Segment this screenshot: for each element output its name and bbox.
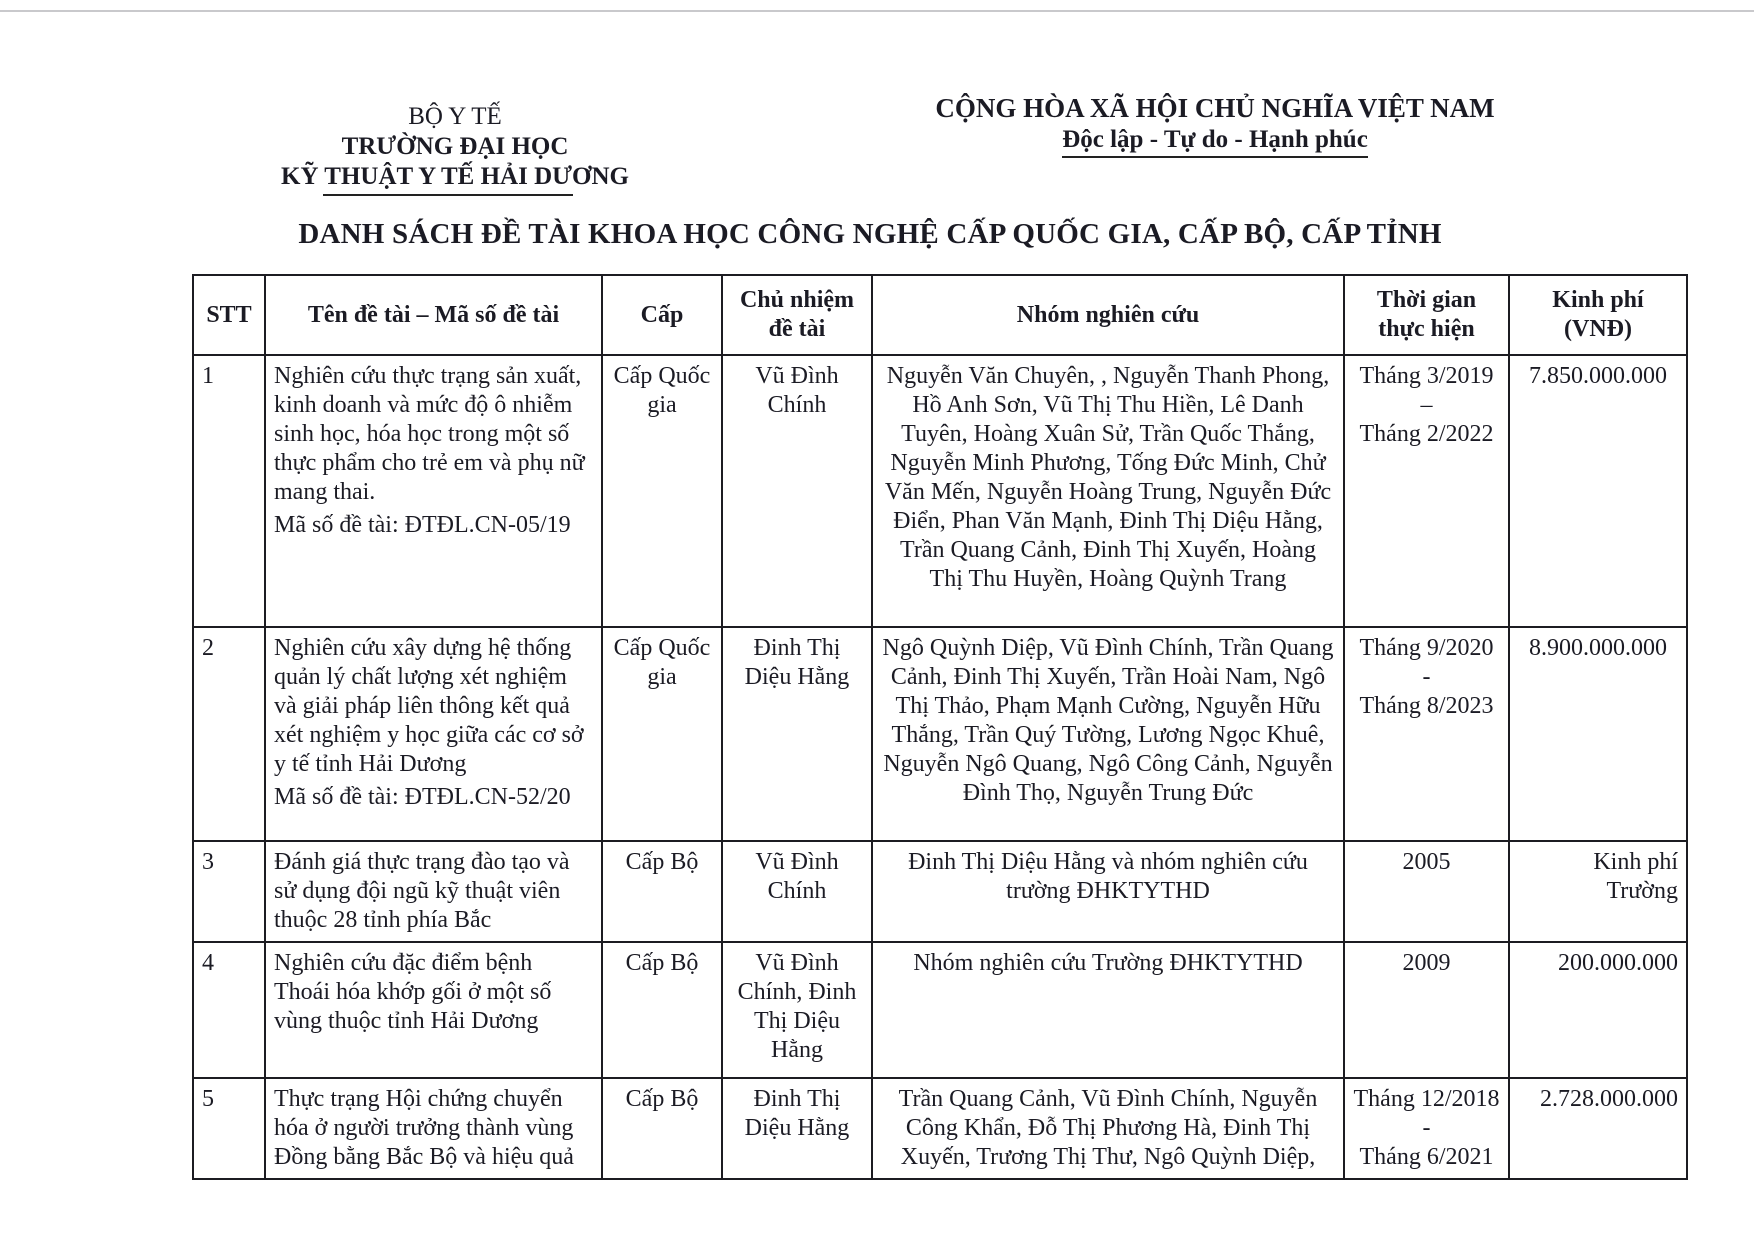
cell-time bbox=[1344, 627, 1509, 841]
col-header-leader: Chủ nhiệm đề tài bbox=[722, 275, 872, 355]
time-end: Tháng 8/2023 bbox=[1359, 693, 1494, 719]
header-underline bbox=[323, 194, 573, 196]
cell-leader: Vũ Đình Chính, Đinh Thị Diệu Hằng bbox=[722, 942, 872, 1078]
university-name-line2: KỸ THUẬT Y TẾ HẢI DƯƠNG bbox=[281, 163, 629, 190]
time-end: Tháng 6/2021 bbox=[1359, 1144, 1494, 1170]
cell-leader: Đinh Thị Diệu Hằng bbox=[722, 627, 872, 841]
cell-budget: 2.728.000.000 bbox=[1509, 1078, 1687, 1179]
cell-level: Cấp Bộ bbox=[602, 942, 722, 1078]
time-start: Tháng 12/2018 - bbox=[1353, 1086, 1500, 1141]
cell-stt: 1 bbox=[193, 355, 265, 627]
cell-budget: Kinh phí Trường bbox=[1509, 841, 1687, 942]
cell-stt: 5 bbox=[193, 1078, 265, 1179]
cell-level: Cấp Bộ bbox=[602, 841, 722, 942]
table-row bbox=[193, 627, 1687, 841]
cell-time bbox=[1344, 355, 1509, 627]
cell-level: Cấp Quốc gia bbox=[602, 627, 722, 841]
project-title: Nghiên cứu xây dựng hệ thống quản lý chất lượng xét nghiệm và giải pháp liên thông kết quả xét nghiệm y học giữa các cơ sở y tế tỉnh Hải Dương bbox=[274, 635, 584, 777]
cell-leader: Vũ Đình Chính bbox=[722, 355, 872, 627]
cell-name bbox=[265, 355, 602, 627]
time-separator: – bbox=[1420, 392, 1433, 418]
cell-level: Cấp Quốc gia bbox=[602, 355, 722, 627]
col-header-time: Thời gian thực hiện bbox=[1344, 275, 1509, 355]
cell-name: Đánh giá thực trạng đào tạo và sử dụng đội ngũ kỹ thuật viên thuộc 28 tỉnh phía Bắc bbox=[265, 841, 602, 942]
col-header-team: Nhóm nghiên cứu bbox=[872, 275, 1344, 355]
country-name: CỘNG HÒA XÃ HỘI CHỦ NGHĨA VIỆT NAM bbox=[935, 93, 1495, 123]
ministry-name: BỘ Y TẾ bbox=[408, 103, 502, 130]
cell-budget: 8.900.000.000 bbox=[1509, 627, 1687, 841]
cell-leader: Đinh Thị Diệu Hằng bbox=[722, 1078, 872, 1179]
cell-name bbox=[265, 627, 602, 841]
cell-team: Nguyễn Văn Chuyên, , Nguyễn Thanh Phong, Hồ Anh Sơn, Vũ Thị Thu Hiền, Lê Danh Tuyên, Hoàng Xuân Sử, Trần Quốc Thắng, Nguyễn Minh Phương, Tống Đức Minh, Chử Văn Mến, Nguyễn Hoàng Trung, Nguyễn Đức Điển, Phan Văn Mạnh, Đinh Thị Diệu Hằng, Trần Quang Cảnh, Đinh Thị Xuyến, Hoàng Thị Thu Huyền, Hoàng Quỳnh Trang bbox=[872, 355, 1344, 627]
project-code: Mã số đề tài: ĐTĐL.CN-05/19 bbox=[274, 512, 571, 538]
project-title: Nghiên cứu thực trạng sản xuất, kinh doanh và mức độ ô nhiễm sinh học, hóa học trong một số thực phẩm cho trẻ em và phụ nữ mang thai. bbox=[274, 363, 585, 505]
document-title: DANH SÁCH ĐỀ TÀI KHOA HỌC CÔNG NGHỆ CẤP QUỐC GIA, CẤP BỘ, CẤP TỈNH bbox=[298, 218, 1442, 250]
cell-stt: 2 bbox=[193, 627, 265, 841]
cell-time bbox=[1344, 1078, 1509, 1179]
cell-leader: Vũ Đình Chính bbox=[722, 841, 872, 942]
time-end: Tháng 2/2022 bbox=[1359, 421, 1494, 447]
cell-team: Nhóm nghiên cứu Trường ĐHKTYTHD bbox=[872, 942, 1344, 1078]
cell-team: Trần Quang Cảnh, Vũ Đình Chính, Nguyễn Công Khẩn, Đỗ Thị Phương Hà, Đinh Thị Xuyến, Trương Thị Thư, Ngô Quỳnh Diệp, bbox=[872, 1078, 1344, 1179]
cell-level: Cấp Bộ bbox=[602, 1078, 722, 1179]
scan-edge-line bbox=[0, 10, 1754, 12]
cell-name: Thực trạng Hội chứng chuyển hóa ở người trưởng thành vùng Đồng bằng Bắc Bộ và hiệu quả bbox=[265, 1078, 602, 1179]
table-row bbox=[193, 1078, 1687, 1179]
table-header-row bbox=[193, 275, 1687, 355]
cell-time: 2009 bbox=[1344, 942, 1509, 1078]
cell-stt: 3 bbox=[193, 841, 265, 942]
col-header-level: Cấp bbox=[602, 275, 722, 355]
cell-time: 2005 bbox=[1344, 841, 1509, 942]
table-row bbox=[193, 841, 1687, 942]
national-motto: Độc lập - Tự do - Hạnh phúc bbox=[1062, 125, 1368, 158]
national-header bbox=[915, 92, 1515, 158]
research-projects-table bbox=[192, 274, 1688, 1180]
time-start: Tháng 9/2020 bbox=[1359, 635, 1494, 661]
table-row bbox=[193, 942, 1687, 1078]
table-row bbox=[193, 355, 1687, 627]
time-separator: - bbox=[1422, 664, 1431, 690]
university-name-line1: TRƯỜNG ĐẠI HỌC bbox=[341, 133, 569, 160]
cell-stt: 4 bbox=[193, 942, 265, 1078]
col-header-budget: Kinh phí (VNĐ) bbox=[1509, 275, 1687, 355]
cell-budget: 7.850.000.000 bbox=[1509, 355, 1687, 627]
col-header-name: Tên đề tài – Mã số đề tài bbox=[265, 275, 602, 355]
cell-budget: 200.000.000 bbox=[1509, 942, 1687, 1078]
time-start: Tháng 3/2019 bbox=[1359, 363, 1494, 389]
cell-name: Nghiên cứu đặc điểm bệnh Thoái hóa khớp gối ở một số vùng thuộc tỉnh Hải Dương bbox=[265, 942, 602, 1078]
cell-team: Ngô Quỳnh Diệp, Vũ Đình Chính, Trần Quang Cảnh, Đinh Thị Xuyến, Trần Hoài Nam, Ngô Thị Thảo, Phạm Mạnh Cường, Nguyễn Hữu Thắng, Trần Quý Tường, Lương Ngọc Khuê, Nguyễn Ngô Quang, Ngô Công Cảnh, Nguyễn Đình Thọ, Nguyễn Trung Đức bbox=[872, 627, 1344, 841]
col-header-stt: STT bbox=[193, 275, 265, 355]
project-code: Mã số đề tài: ĐTĐL.CN-52/20 bbox=[274, 784, 571, 810]
cell-team: Đinh Thị Diệu Hằng và nhóm nghiên cứu trường ĐHKTYTHD bbox=[872, 841, 1344, 942]
ministry-header bbox=[255, 102, 655, 192]
